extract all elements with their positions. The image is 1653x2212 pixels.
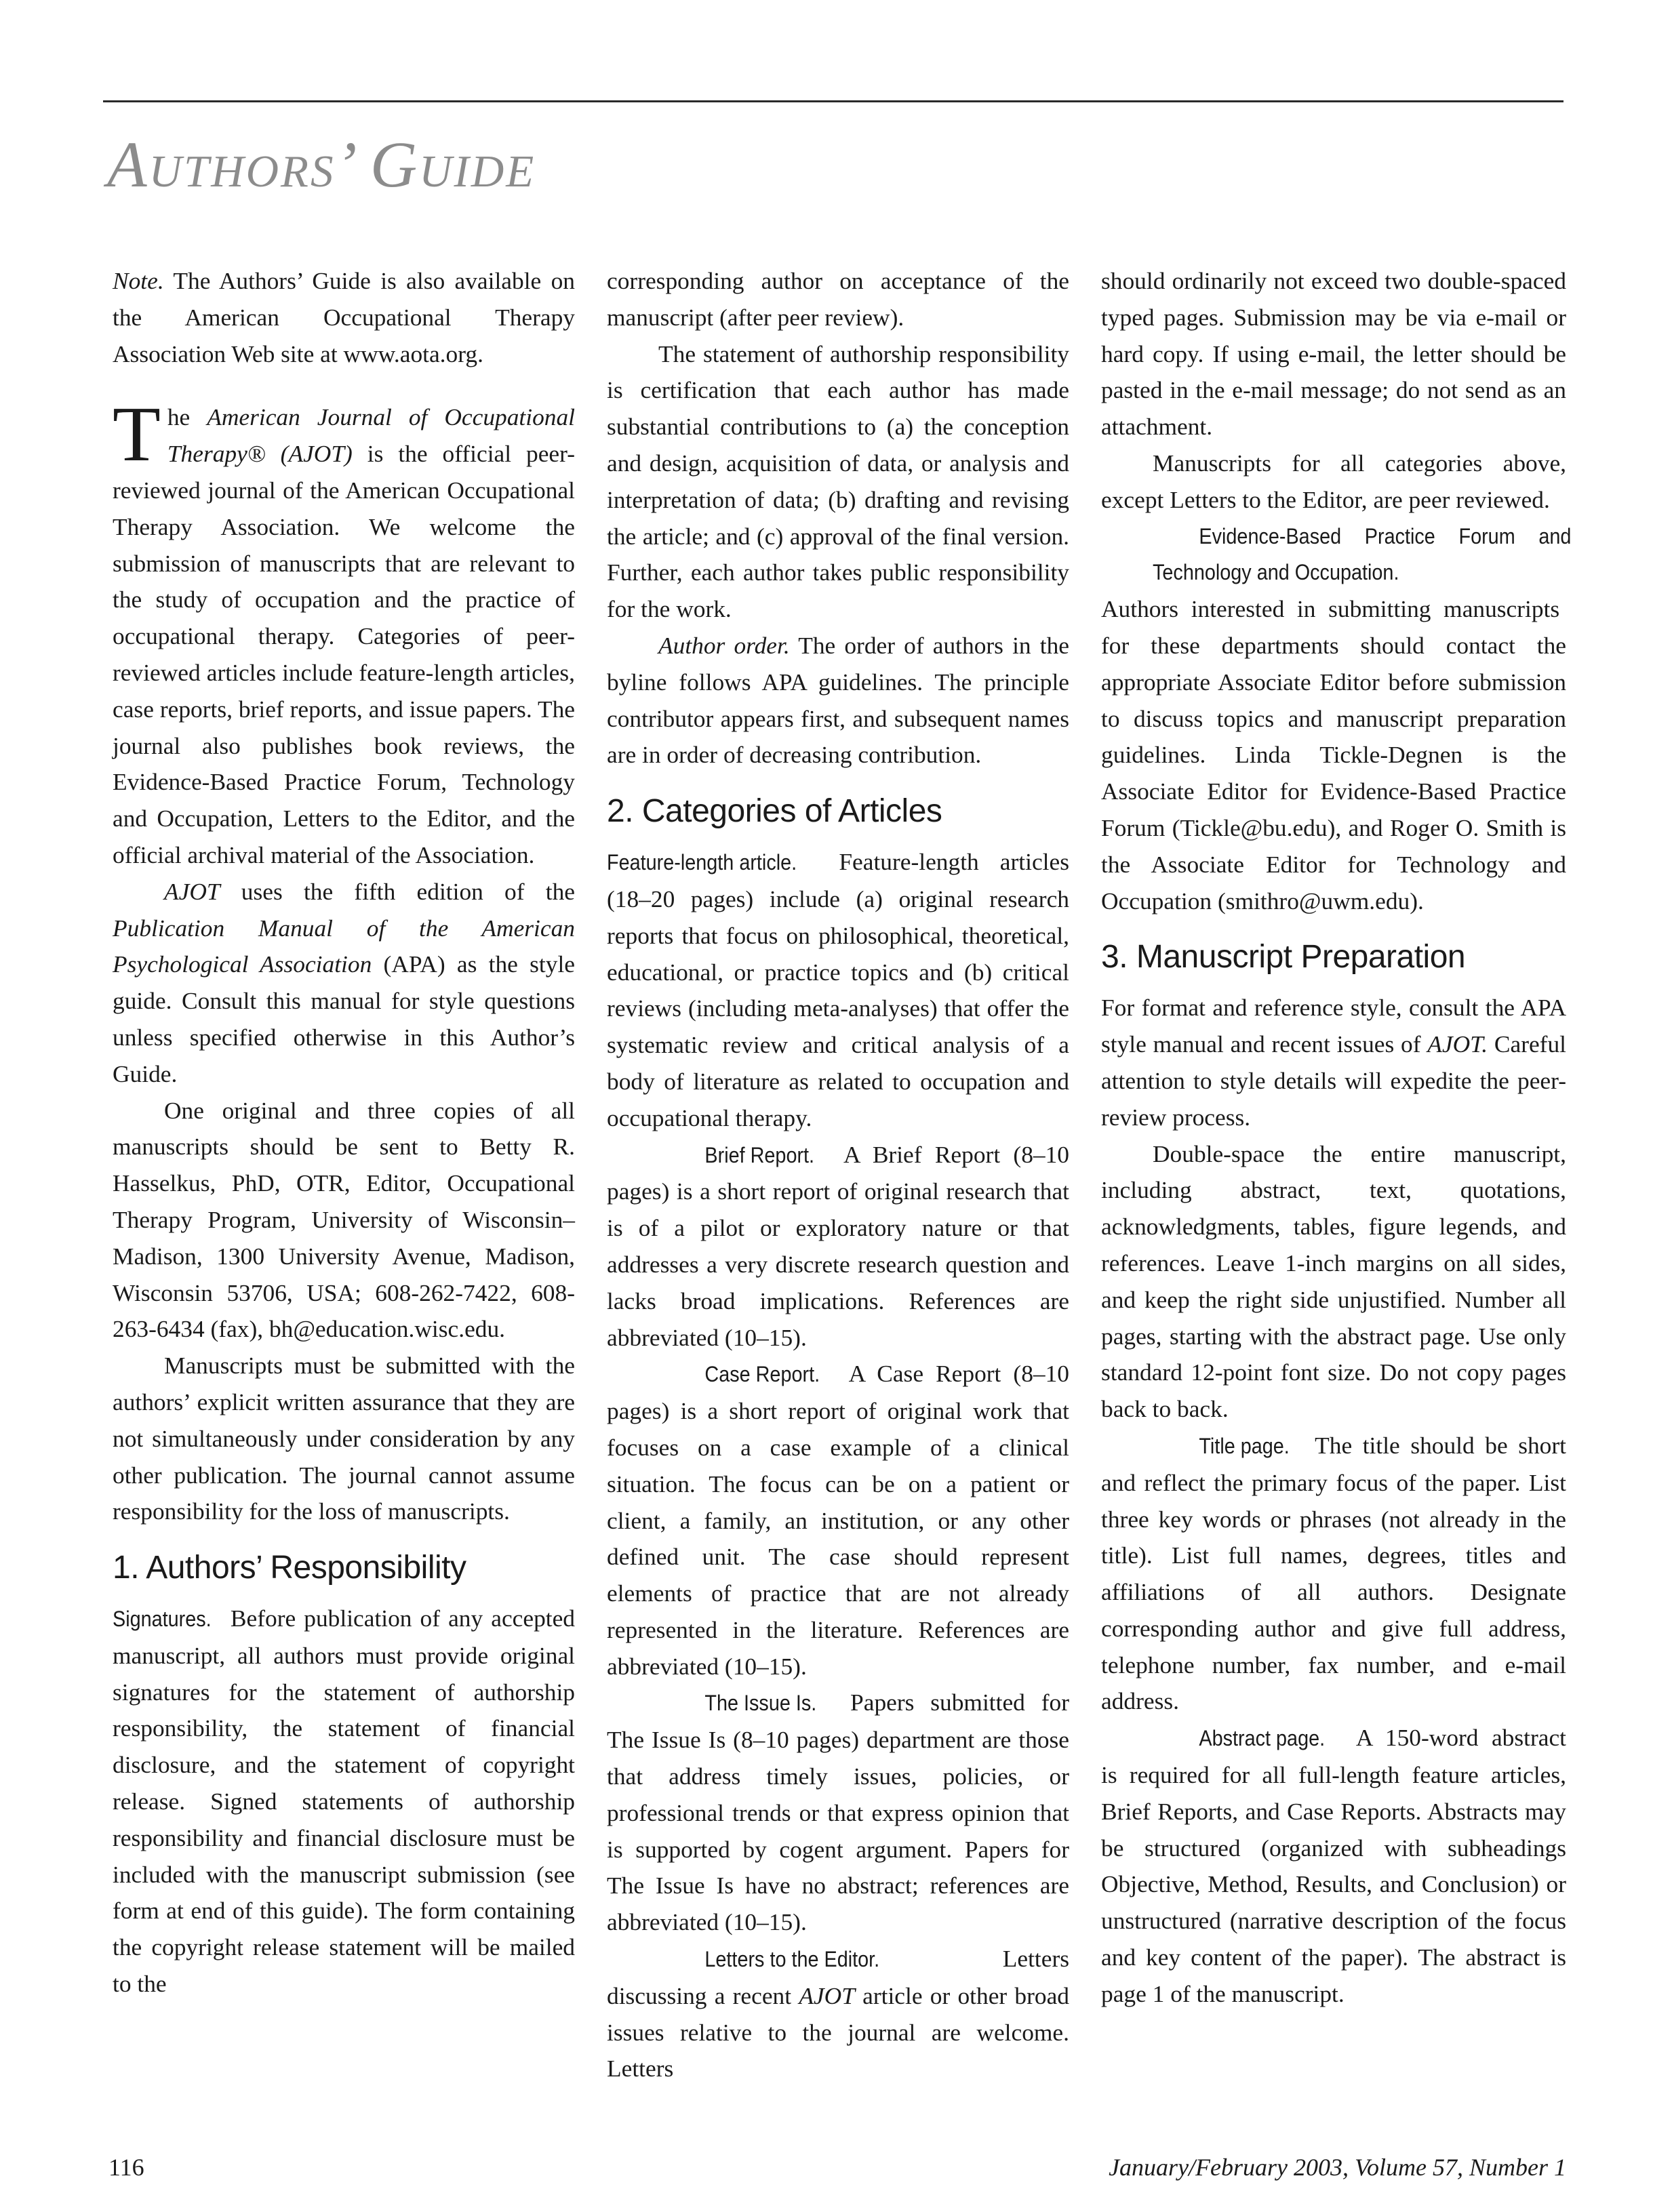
note-label: Note. (113, 267, 164, 294)
feature-length-paragraph: Feature-length article. Feature-length articles (18–20 pages) include (a) original research reports that focus on philosophical, theoretical, educational, or practice topics and (b) critical reviews (including meta-analyses) that offer the systematic review and critical analysis of a body of literature as related to occupation and occupational therapy. (607, 844, 1069, 1136)
ebp-paragraph: Evidence-Based Practice Forum and Technology and Occupation. Authors interested in submitting manuscripts for these departments should contact the appropriate Associate Editor before submission to discuss topics and manuscript preparation guidelines. Linda Tickle-Degnen is the Associate Editor for Evidence-Based Practice Forum (Tickle@bu.edu), and Roger O. Smith is the Associate Editor for Technology and Occupation (smithro@uwm.edu). (1101, 519, 1566, 920)
lead-in-title-page: Title page. (1199, 1433, 1290, 1458)
continuation-paragraph: should ordinarily not exceed two double-spaced typed pages. Submission may be via e-mail or hard copy. If using e-mail, the letter should be pasted in the e-mail message; do not send as an attachment. (1101, 267, 1566, 441)
continuation-paragraph: corresponding author on acceptance of the manuscript (after peer review). (607, 267, 1069, 331)
column-3 (1101, 263, 1572, 2013)
issue-is-paragraph: The Issue Is. Papers submitted for The Issue Is (8–10 pages) department are those that address timely issues, policies, or professional trends or that express opinion that is supported by cogent argument. Papers for The Issue Is have no abstract; references are abbreviated (10–15). (607, 1685, 1069, 1941)
intro-paragraph: The American Journal of Occupational Therapy® (AJOT) is the official peer-reviewed journal of the American Occupational Therapy Association. We welcome the submission of manuscripts that are relevant to the study of occupation and the practice of occupational therapy. Categories of peer-reviewed articles include feature-length articles, case reports, brief reports, and issue papers. The journal also publishes book reviews, the Evidence-Based Practice Forum, Technology and Occupation, Letters to the Editor, and the official archival material of the Association. (113, 391, 575, 868)
abstract-page-paragraph: Abstract page. A 150-word abstract is required for all full-length feature articles, Brief Reports, and Case Reports. Abstracts may be structured (organized with subheadings Objective, Method, Results, and Conclusion) or unstructured (narrative description of the focus and key content of the paper). The abstract is page 1 of the manuscript. (1101, 1720, 1566, 2012)
lead-in-letters: Letters to the Editor. (704, 1947, 880, 1972)
lead-in-case: Case Report. (704, 1362, 820, 1387)
authorship-paragraph: The statement of authorship responsibility is certification that each author has made substantial contributions to (a) the conception and design, acquisition of data, or analysis and interpretation of data; (b) drafting and revising the article; and (c) approval of the final version. Further, each author takes public responsibility for the work. (607, 340, 1069, 623)
assurance-paragraph: Manuscripts must be submitted with the authors’ explicit written assurance that they are not simultaneously under consideration by any other publication. The journal cannot assume responsibility for the loss of manuscripts. (113, 1352, 575, 1525)
author-order-paragraph: Author order. The order of authors in the byline follows APA guidelines. The principle contributor appears first, and subsequent names are in order of decreasing contribution. (607, 631, 1069, 769)
brief-report-paragraph: Brief Report. A Brief Report (8–10 pages) is a short report of original research that is of a pilot or exploratory nature or that addresses a very discrete research question and lacks broad implications. References are abbreviated (10–15). (607, 1137, 1069, 1356)
lead-in-signatures: Signatures. (113, 1607, 212, 1632)
page-title: Authors’ Guide (107, 128, 536, 201)
note-paragraph: Note. The Authors’ Guide is also available on the American Occupational Therapy Association Web site at www.aota.org. (113, 267, 575, 367)
journal-name: American Journal of Occupational Therapy® (AJOT) (167, 403, 575, 468)
format-paragraph: For format and reference style, consult the APA style manual and recent issues of AJOT. Careful attention to style details will expedite the peer-review process. (1101, 994, 1566, 1131)
lead-in-issue: The Issue Is. (704, 1691, 817, 1716)
style-guide-paragraph: AJOT uses the fifth edition of the Publication Manual of the American Psychological Association (APA) as the style guide. Consult this manual for style questions unless specified otherwise in this Author’s Guide. (113, 877, 575, 1087)
column-2 (607, 263, 1069, 2087)
drop-cap: T (113, 391, 161, 479)
lead-in-feature: Feature-length article. (607, 850, 797, 875)
header-rule (103, 100, 1564, 102)
issue-info: January/February 2003, Volume 57, Number 1 (1109, 2154, 1566, 2181)
title-page-paragraph: Title page. The title should be short and reflect the primary focus of the paper. List three key words or phrases (not already in the title). List full names, degrees, titles and affiliations of all authors. Designate corresponding author and give full address, telephone number, fax number, and e-mail address. (1101, 1428, 1566, 1720)
signatures-paragraph: Signatures. Before publication of any accepted manuscript, all authors must provide original signatures for the statement of authorship responsibility, the statement of financial disclosure, and the statement of copyright release. Signed statements of authorship responsibility and financial disclosure must be included with the manuscript submission (see form at end of this guide). The form containing the copyright release statement will be mailed to the (113, 1601, 575, 2003)
peer-review-paragraph: Manuscripts for all categories above, except Letters to the Editor, are peer reviewed. (1101, 449, 1566, 513)
lead-in-brief: Brief Report. (704, 1142, 815, 1167)
letters-paragraph: Letters to the Editor. Letters discussing a recent AJOT article or other broad issues relative to the journal are welcome. Letters (607, 1941, 1069, 2087)
case-report-paragraph: Case Report. A Case Report (8–10 pages) is a short report of original work that focuses on a case example of a clinical situation. The focus can be on a patient or client, a family, an institution, or any other defined unit. The case should represent elements of practice that are not already represented in the literature. References are abbreviated (10–15). (607, 1356, 1069, 1685)
section-heading-1: 1. Authors’ Responsibility (113, 1550, 466, 1586)
submission-address-paragraph: One original and three copies of all manuscripts should be sent to Betty R. Hasselkus, PhD, OTR, Editor, Occupational Therapy Program, University of Wisconsin–Madison, 1300 University Avenue, Madison, Wisconsin 53706, USA; 608-262-7422, 608-263-6434 (fax), bh@education.wisc.edu. (113, 1096, 575, 1343)
lead-in-abstract: Abstract page. (1199, 1726, 1326, 1751)
section-heading-2: 2. Categories of Articles (607, 793, 942, 830)
page-number: 116 (108, 2154, 144, 2181)
double-space-paragraph: Double-space the entire manuscript, including abstract, text, quotations, acknowledgments, tables, figure legends, and references. Leave 1-inch margins on all sides, and keep the right side unjustified. Number all pages, starting with the abstract page. Use only standard 12-point font size. Do not copy pages back to back. (1101, 1140, 1566, 1423)
column-1 (113, 263, 575, 2003)
section-heading-3: 3. Manuscript Preparation (1101, 939, 1466, 976)
lead-in-ebp: Evidence-Based Practice Forum and Technology and Occupation. (1153, 523, 1572, 585)
